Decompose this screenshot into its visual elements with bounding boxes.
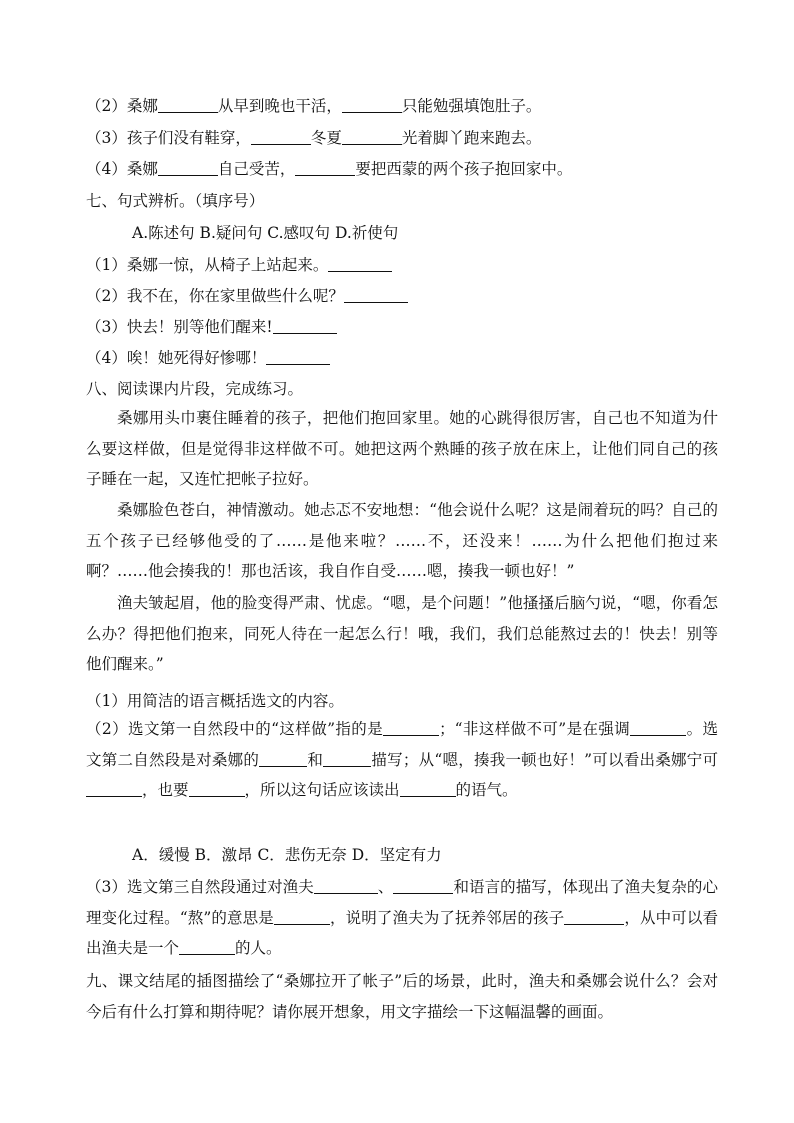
q7-options: A.陈述句 B.疑问句 C.感叹句 D.祈使句 bbox=[132, 224, 399, 242]
q7-item-2: （2）我不在，你在家里做些什么呢？ bbox=[86, 285, 408, 307]
answer-blank[interactable] bbox=[383, 719, 439, 736]
passage-paragraph-1: 桑娜用头巾裹住睡着的孩子，把他们抱回家里。她的心跳得很厉害，自己也不知道为什么要这样做，但是觉得非这样做不可。她把这两个熟睡的孩子放在床上，让他们同自己的孩子睡在一起，又连忙把帐子拉好。 bbox=[86, 409, 718, 488]
answer-blank[interactable] bbox=[342, 128, 402, 145]
answer-blank[interactable] bbox=[158, 159, 218, 176]
q7-item-3: （3）快去！别等他们醒来! bbox=[86, 316, 337, 338]
answer-blank[interactable] bbox=[323, 750, 371, 767]
q7-item-4: （4）唉！她死得好惨哪！ bbox=[86, 347, 330, 369]
q8-sub-1: （1）用简洁的语言概括选文的内容。 bbox=[86, 692, 344, 710]
q8-sub-3: （3）选文第三自然段通过对渔夫 、 和语言的描写，体现出了渔夫复杂的心理变化过程。“熬”的意思是 ，说明了渔夫为了抚养邻居的孩子 ，从中可以看出渔夫是一个 的人。 bbox=[86, 878, 718, 957]
q6-item-3: （3）孩子们没有鞋穿， 冬夏 光着脚丫跑来跑去。 bbox=[86, 129, 542, 147]
q8-choices: A．缓慢 B．激昂 C．悲伤无奈 D．坚定有力 bbox=[132, 846, 442, 864]
answer-blank[interactable] bbox=[400, 780, 456, 797]
answer-blank[interactable] bbox=[314, 877, 378, 894]
q9-question: 九、课文结尾的插图描绘了“桑娜拉开了帐子”后的场景，此时，渔夫和桑娜会说什么？会对今后有什么打算和期待呢？请你展开想象，用文字描绘一下这幅温馨的画面。 bbox=[86, 972, 718, 1021]
answer-blank[interactable] bbox=[266, 348, 330, 365]
q7-item-1: （1）桑娜一惊，从椅子上站起来。 bbox=[86, 254, 392, 276]
q6-item-4: （4）桑娜 自己受苦， 要把西蒙的两个孩子抱回家中。 bbox=[86, 160, 573, 178]
answer-blank[interactable] bbox=[86, 780, 142, 797]
passage-paragraph-2: 桑娜脸色苍白，神情激动。她忐忑不安地想：“他会说什么呢？这是闹着玩的吗？自己的五个孩子已经够他受的了……是他来啦？……不，还没来！……为什么把他们抱过来啊？……他会揍我的！那也活该，我自作自受……嗯，揍我一顿也好！” bbox=[86, 501, 718, 580]
answer-blank[interactable] bbox=[564, 908, 624, 925]
answer-blank[interactable] bbox=[158, 96, 218, 113]
answer-blank[interactable] bbox=[251, 128, 311, 145]
q8-sub-2: （2）选文第一自然段中的“这样做”指的是 ；“非这样做不可”是在强调 。选文第二自然段是对桑娜的 和 描写；从“嗯，揍我一顿也好！”可以看出桑娜宁可，也要 ，所以这句话应该读出 的语气。 bbox=[86, 720, 718, 799]
answer-blank[interactable] bbox=[295, 159, 355, 176]
answer-blank[interactable] bbox=[393, 877, 453, 894]
answer-blank[interactable] bbox=[630, 719, 686, 736]
answer-blank[interactable] bbox=[189, 780, 245, 797]
answer-blank[interactable] bbox=[273, 317, 337, 334]
answer-blank[interactable] bbox=[328, 255, 392, 272]
passage-paragraph-3: 渔夫皱起眉，他的脸变得严肃、忧虑。“嗯，是个问题！”他搔搔后脑勺说，“嗯，你看怎么办？得把他们抱来，同死人待在一起怎么行！哦，我们，我们总能熬过去的！快去！别等他们醒来。” bbox=[86, 594, 718, 673]
answer-blank[interactable] bbox=[259, 750, 307, 767]
q8-title: 八、阅读课内片段，完成练习。 bbox=[86, 380, 304, 398]
answer-blank[interactable] bbox=[344, 286, 408, 303]
q7-title: 七、句式辨析。（填序号） bbox=[86, 192, 265, 210]
answer-blank[interactable] bbox=[274, 908, 330, 925]
q6-item-2: （2）桑娜 从早到晚也干活， 只能勉强填饱肚子。 bbox=[86, 97, 542, 115]
answer-blank[interactable] bbox=[342, 96, 402, 113]
answer-blank[interactable] bbox=[179, 938, 235, 955]
